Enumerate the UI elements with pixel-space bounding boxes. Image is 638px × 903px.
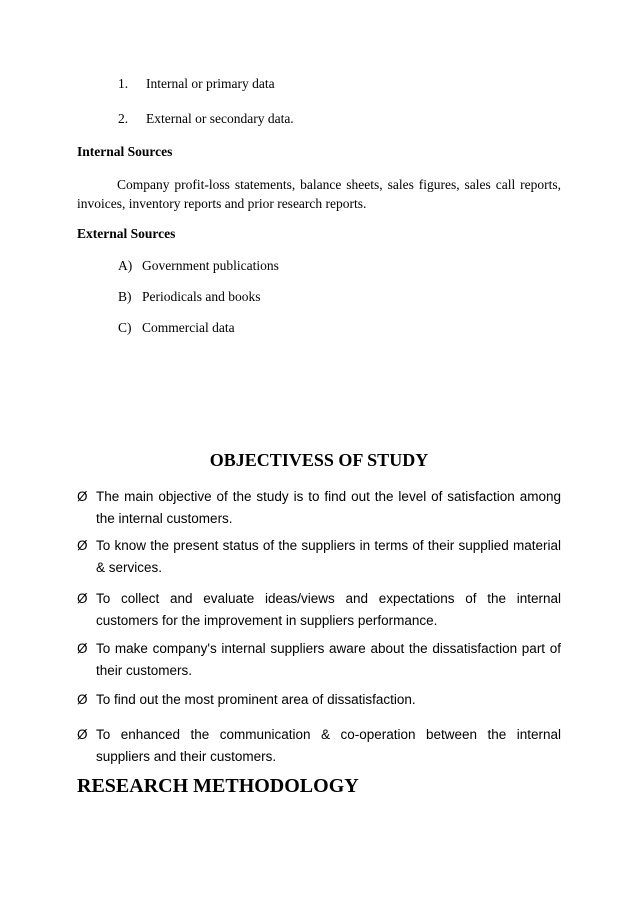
external-source-item <box>118 258 279 274</box>
item-text: Periodicals and books <box>142 289 261 304</box>
objective-text: To make company's internal suppliers aware about the dissatisfaction part of their customers. <box>96 641 561 678</box>
item-letter: A) <box>118 258 133 273</box>
objective-text: To enhanced the communication & co-operation between the internal suppliers and their customers. <box>96 727 561 764</box>
bullet-symbol: Ø <box>77 641 88 656</box>
bullet-symbol: Ø <box>77 538 88 553</box>
objective-text: To collect and evaluate ideas/views and expectations of the internal customers for the improvement in suppliers performance. <box>96 591 561 628</box>
internal-sources-text: Company profit-loss statements, balance sheets, sales figures, sales call reports, invoices, inventory reports and prior research reports. <box>77 177 561 211</box>
objective-item <box>77 486 561 530</box>
item-number: 2. <box>118 111 129 126</box>
bullet-symbol: Ø <box>77 591 88 606</box>
item-letter: B) <box>118 289 132 304</box>
item-text: External or secondary data. <box>146 111 294 126</box>
objective-item <box>77 535 561 579</box>
item-text: Internal or primary data <box>146 76 275 91</box>
objective-item <box>77 724 561 768</box>
objectives-title: OBJECTIVESS OF STUDY <box>209 450 429 470</box>
internal-sources-heading: Internal Sources <box>77 144 173 159</box>
item-text: Government publications <box>142 258 279 273</box>
bullet-symbol: Ø <box>77 727 88 742</box>
objective-text: To find out the most prominent area of dissatisfaction. <box>96 692 416 707</box>
item-number: 1. <box>118 76 129 91</box>
numbered-item <box>118 111 294 127</box>
item-letter: C) <box>118 320 132 335</box>
bullet-symbol: Ø <box>77 489 88 504</box>
objective-text: The main objective of the study is to find out the level of satisfaction among the internal customers. <box>96 489 561 526</box>
external-source-item <box>118 289 260 305</box>
item-text: Commercial data <box>142 320 235 335</box>
research-methodology-title: RESEARCH METHODOLOGY <box>77 775 359 797</box>
external-sources-heading: External Sources <box>77 226 176 241</box>
bullet-symbol: Ø <box>77 692 88 707</box>
objective-item <box>77 638 561 682</box>
objective-item <box>77 588 561 632</box>
objective-item <box>77 689 561 711</box>
external-source-item <box>118 320 235 336</box>
objective-text: To know the present status of the suppliers in terms of their supplied material & services. <box>96 538 561 575</box>
numbered-item <box>118 76 275 92</box>
